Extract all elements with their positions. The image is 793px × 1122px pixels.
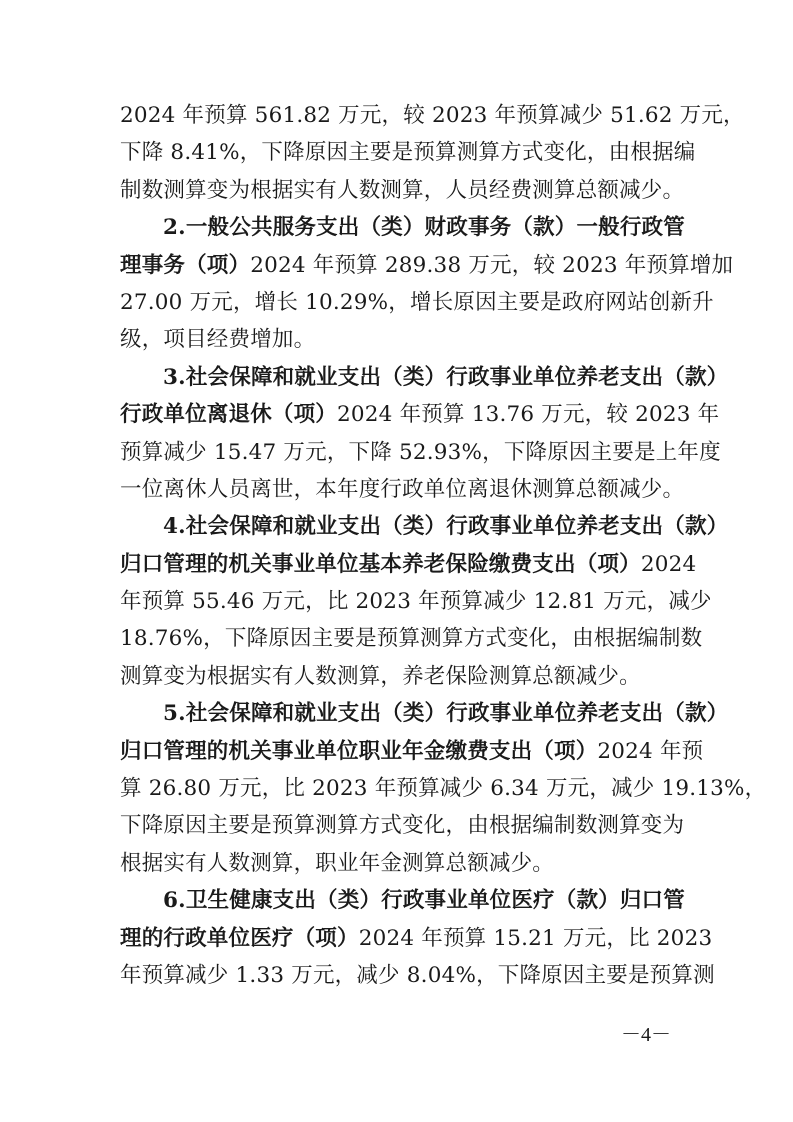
text-line: 测算变为根据实有人数测算，养老保险测算总额减少。 <box>120 663 641 689</box>
section-heading: 3.社会保障和就业支出（类）行政事业单位养老支出（款） <box>163 364 729 390</box>
text-line: 一位离休人员离世，本年度行政单位离退休测算总额减少。 <box>120 476 685 502</box>
text-line: 18.76%，下降原因主要是预算测算方式变化，由根据编制数 <box>120 626 703 652</box>
section-heading: 4.社会保障和就业支出（类）行政事业单位养老支出（款） <box>163 514 729 540</box>
paragraph <box>120 97 745 209</box>
text-line <box>120 508 729 545</box>
section-heading: 理的行政单位医疗（项） <box>120 925 359 951</box>
text-run: 2024 年预算 289.38 万元，较 2023 年预算增加 <box>250 252 734 278</box>
text-line: 根据实有人数测算，职业年金测算总额减少。 <box>120 850 555 876</box>
section-heading: 归口管理的机关事业单位基本养老保险缴费支出（项） <box>120 551 641 577</box>
text-line: 27.00 万元，增长 10.29%，增长原因主要是政府网站创新升 <box>120 289 714 315</box>
section-heading: 理事务（项） <box>120 252 251 278</box>
text-run: 2024 年预算 13.76 万元，较 2023 年 <box>337 402 720 428</box>
paragraph <box>120 359 729 509</box>
section-heading: 2.一般公共服务支出（类）财政事务（款）一般行政管 <box>163 215 685 241</box>
paragraph <box>120 508 729 695</box>
text-line: 制数测算变为根据实有人数测算，人员经费测算总额减少。 <box>120 177 685 203</box>
text-line <box>120 882 685 919</box>
section-heading: 6.卫生健康支出（类）行政事业单位医疗（款）归口管 <box>163 888 685 914</box>
text-run: 2024 <box>640 551 697 577</box>
text-line <box>120 920 713 957</box>
text-line: 年预算减少 1.33 万元，减少 8.04%，下降原因主要是预算测 <box>120 962 715 988</box>
text-line: 年预算 55.46 万元，比 2023 年预算减少 12.81 万元，减少 <box>120 589 712 615</box>
paragraph <box>120 209 734 359</box>
text-line: 预算减少 15.47 万元，下降 52.93%，下降原因主要是上年度 <box>120 439 721 465</box>
text-line: 下降 8.41%，下降原因主要是预算测算方式变化，由根据编 <box>120 140 696 166</box>
text-line <box>120 247 734 284</box>
page-number: －4－ <box>621 1024 671 1046</box>
text-line <box>120 546 697 583</box>
section-heading: 归口管理的机关事业单位职业年金缴费支出（项） <box>120 738 598 764</box>
text-line <box>120 359 729 396</box>
paragraph <box>120 882 715 994</box>
paragraph <box>120 695 767 882</box>
text-line <box>120 209 685 246</box>
text-line: 级，项目经费增加。 <box>120 327 316 353</box>
text-run: 2024 年预 <box>597 738 704 764</box>
text-line <box>120 733 704 770</box>
text-line: 算 26.80 万元，比 2023 年预算减少 6.34 万元，减少 19.13%， <box>120 776 767 802</box>
document-body <box>120 97 767 994</box>
text-line <box>120 396 720 433</box>
section-heading: 行政单位离退休（项） <box>120 402 338 428</box>
text-line <box>120 695 729 732</box>
text-line: 2024 年预算 561.82 万元，较 2023 年预算减少 51.62 万元， <box>120 103 745 128</box>
section-heading: 5.社会保障和就业支出（类）行政事业单位养老支出（款） <box>163 701 729 727</box>
text-run: 2024 年预算 15.21 万元，比 2023 <box>358 925 713 951</box>
text-line: 下降原因主要是预算测算方式变化，由根据编制数测算变为 <box>120 813 685 839</box>
